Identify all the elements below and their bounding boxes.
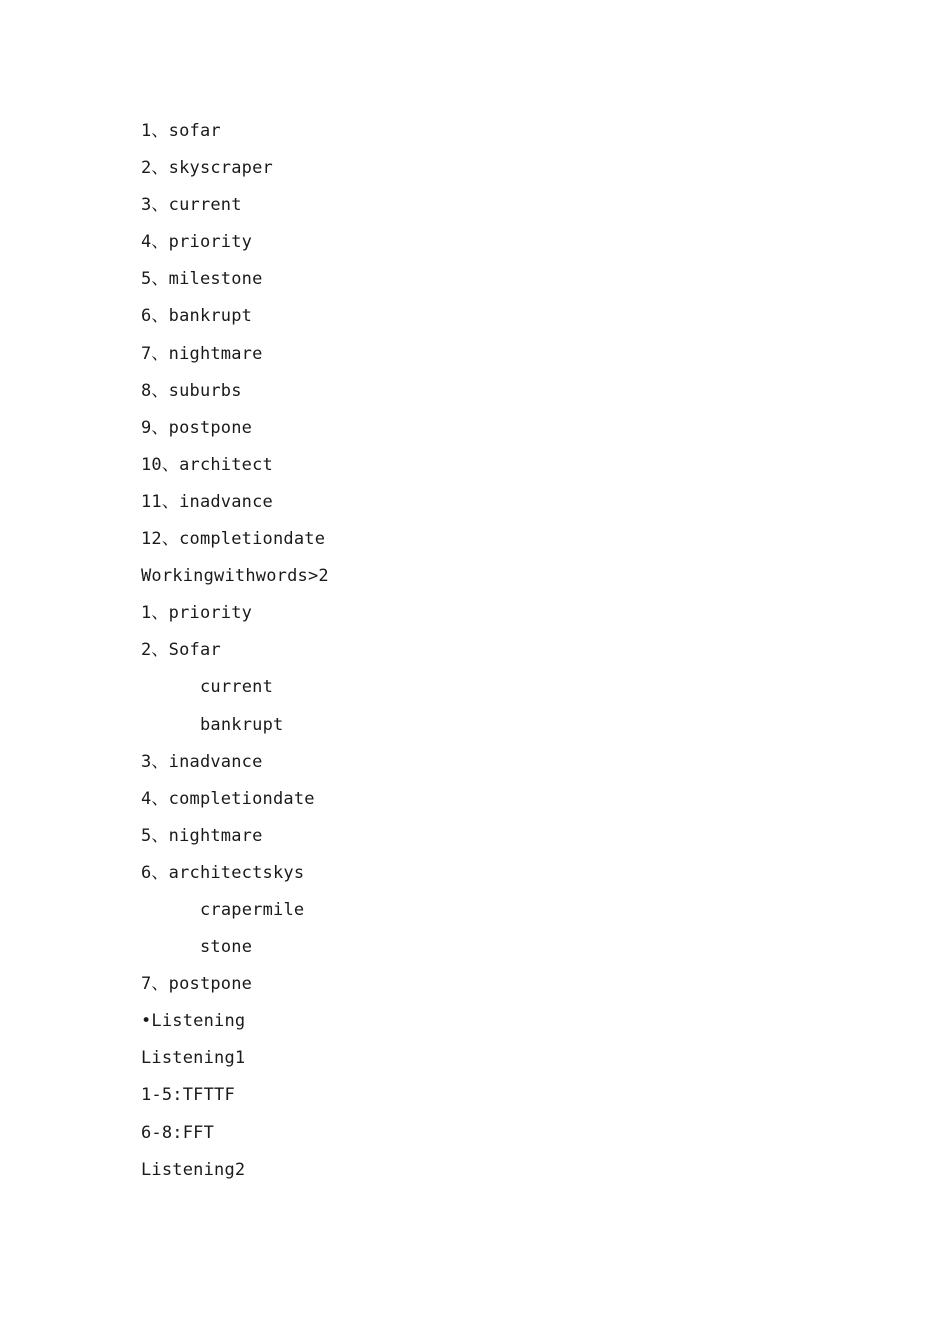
answer-continuation: stone: [200, 937, 253, 958]
answer-line: 3、current: [141, 195, 242, 216]
answer-line: 5、nightmare: [141, 825, 263, 846]
answer-line: 1-5:TFTTF: [141, 1085, 235, 1106]
answer-line: 12、completiondate: [141, 529, 326, 550]
answer-line: 6-8:FFT: [141, 1122, 215, 1143]
answer-line: 8、suburbs: [141, 380, 242, 401]
section-heading: Workingwithwords>2: [141, 566, 329, 587]
answer-line: 5、milestone: [141, 269, 263, 290]
answer-line: 1、sofar: [141, 121, 221, 141]
answer-line: 1、priority: [141, 603, 253, 624]
subsection-heading: Listening2: [141, 1159, 246, 1180]
answer-continuation: bankrupt: [200, 714, 284, 735]
answer-continuation: current: [200, 677, 274, 698]
answer-line: 6、bankrupt: [141, 306, 253, 327]
document-body: [141, 113, 841, 1189]
answer-line: 11、inadvance: [141, 491, 273, 512]
answer-line: 4、completiondate: [141, 788, 315, 809]
section-heading: •Listening: [141, 1011, 246, 1032]
answer-line: 6、architectskys: [141, 862, 305, 883]
answer-line: 2、skyscraper: [141, 158, 273, 179]
answer-line: 3、inadvance: [141, 751, 263, 772]
answer-line: 7、postpone: [141, 974, 253, 995]
answer-line: 7、nightmare: [141, 343, 263, 364]
subsection-heading: Listening1: [141, 1048, 246, 1069]
answer-line: 10、architect: [141, 454, 273, 475]
answer-line: 9、postpone: [141, 417, 253, 438]
answer-continuation: crapermile: [200, 899, 305, 920]
answer-line: 4、priority: [141, 232, 253, 253]
answer-line: 2、Sofar: [141, 640, 221, 661]
